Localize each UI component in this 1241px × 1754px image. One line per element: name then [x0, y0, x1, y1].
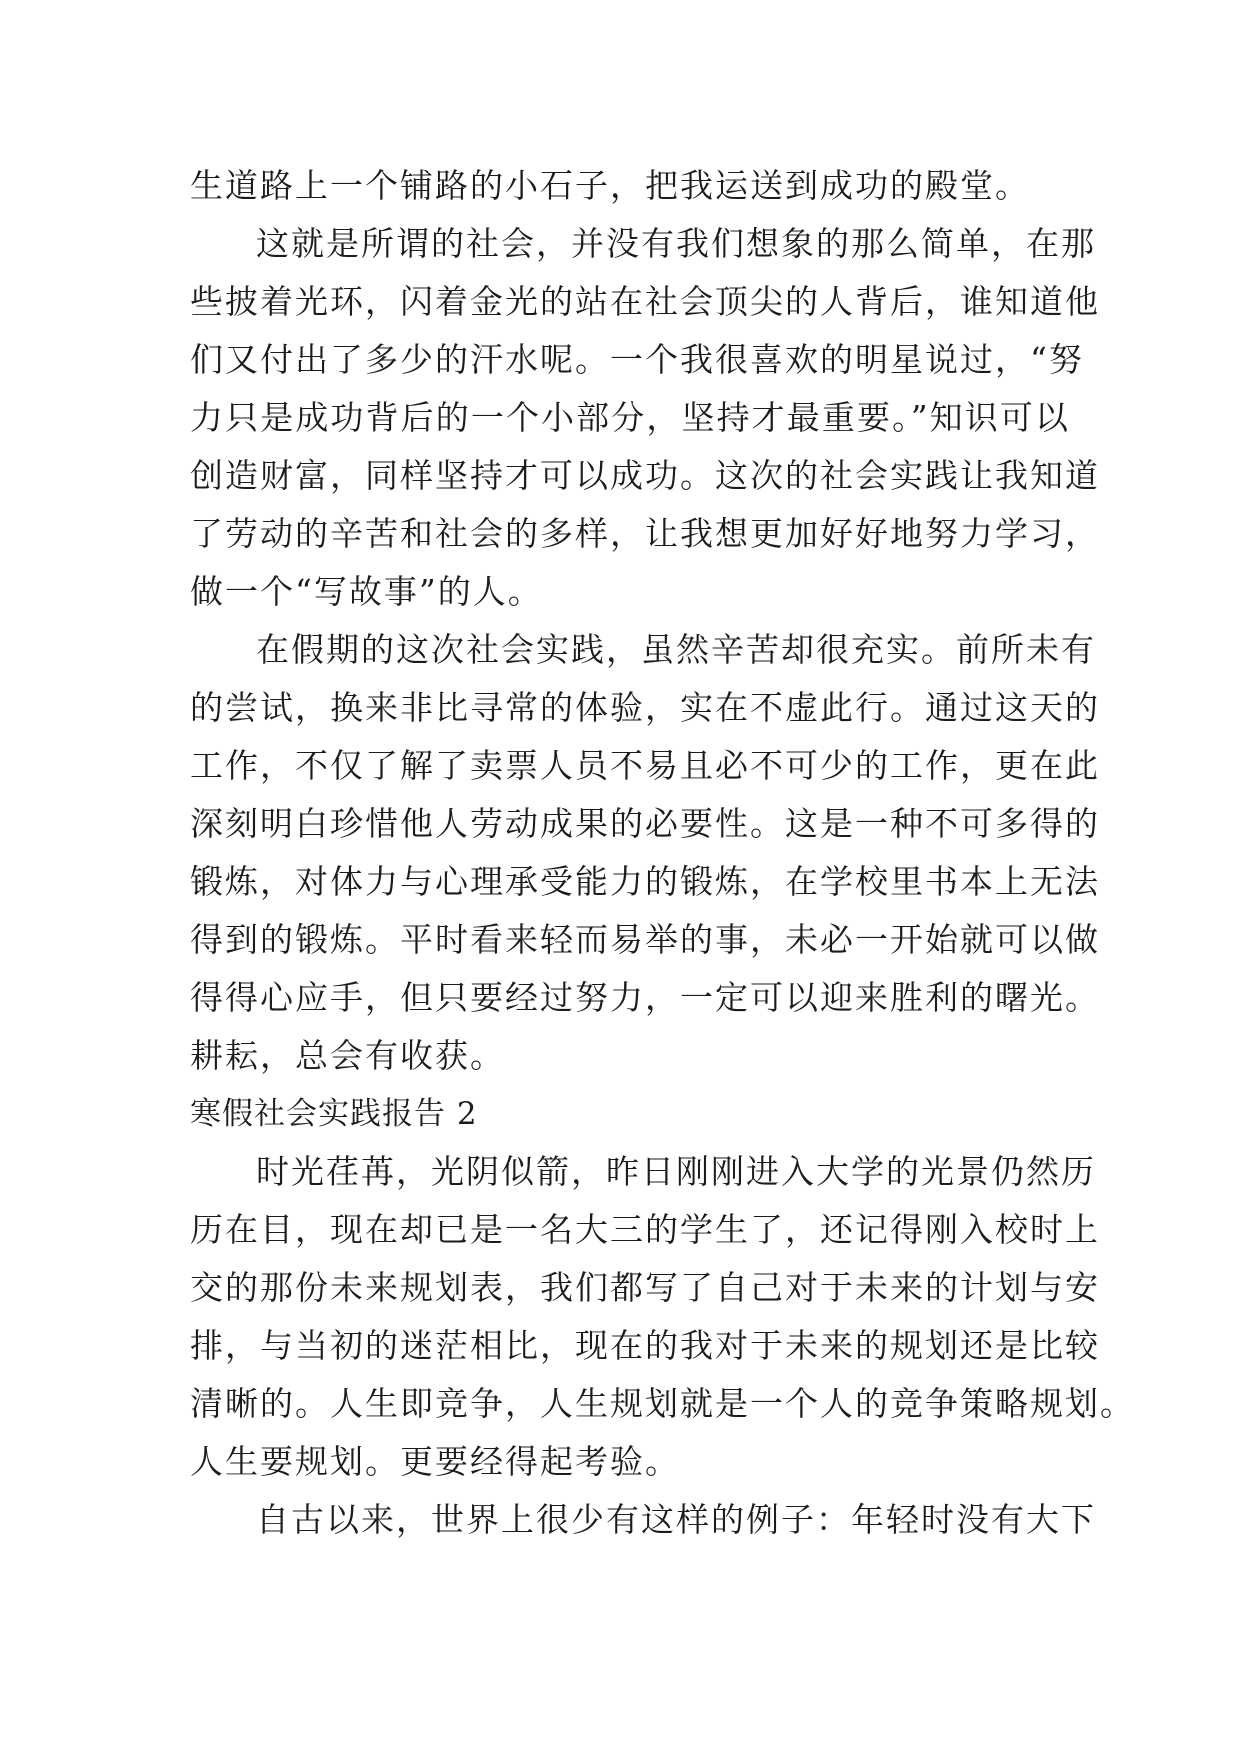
section-heading: 寒假社会实践报告 2 [190, 1096, 478, 1132]
text-line: 耕耘，总会有收获。 [190, 1036, 505, 1075]
text-line: 锻炼，对体力与心理承受能力的锻炼，在学校里书本上无法 [190, 862, 1100, 901]
text-line: 们又付出了多少的汗水呢。一个我很喜欢的明星说过，“努 [190, 340, 1084, 379]
text-line: 了劳动的辛苦和社会的多样，让我想更加好好地努力学习， [190, 514, 1100, 553]
text-line: 排，与当初的迷茫相比，现在的我对于未来的规划还是比较 [190, 1326, 1100, 1365]
text-line: 生道路上一个铺路的小石子，把我运送到成功的殿堂。 [190, 166, 1030, 205]
paragraph-first-line: 时光荏苒，光阴似箭，昨日刚刚进入大学的光景仍然历 [256, 1152, 1096, 1191]
text-line: 得到的锻炼。平时看来轻而易举的事，未必一开始就可以做 [190, 920, 1100, 959]
paragraph-first-line: 在假期的这次社会实践，虽然辛苦却很充实。前所未有 [256, 630, 1096, 669]
text-line: 工作，不仅了解了卖票人员不易且必不可少的工作，更在此 [190, 746, 1100, 785]
text-line: 人生要规划。更要经得起考验。 [190, 1442, 680, 1481]
text-line: 得得心应手，但只要经过努力，一定可以迎来胜利的曙光。 [190, 978, 1100, 1017]
text-line: 深刻明白珍惜他人劳动成果的必要性。这是一种不可多得的 [190, 804, 1100, 843]
text-line: 交的那份未来规划表，我们都写了自己对于未来的计划与安 [190, 1268, 1100, 1307]
text-line: 历在目，现在却已是一名大三的学生了，还记得刚入校时上 [190, 1210, 1100, 1249]
paragraph-first-line: 这就是所谓的社会，并没有我们想象的那么简单，在那 [256, 224, 1096, 263]
text-line: 力只是成功背后的一个小部分，坚持才最重要。”知识可以 [190, 398, 1070, 437]
text-line: 的尝试，换来非比寻常的体验，实在不虚此行。通过这天的 [190, 688, 1100, 727]
text-line: 做一个“写故事”的人。 [190, 572, 543, 611]
text-line: 些披着光环，闪着金光的站在社会顶尖的人背后，谁知道他 [190, 282, 1100, 321]
paragraph-first-line: 自古以来，世界上很少有这样的例子：年轻时没有大下 [256, 1500, 1096, 1539]
text-line: 创造财富，同样坚持才可以成功。这次的社会实践让我知道 [190, 456, 1100, 495]
text-line: 清晰的。人生即竞争，人生规划就是一个人的竞争策略规划。 [190, 1384, 1135, 1423]
